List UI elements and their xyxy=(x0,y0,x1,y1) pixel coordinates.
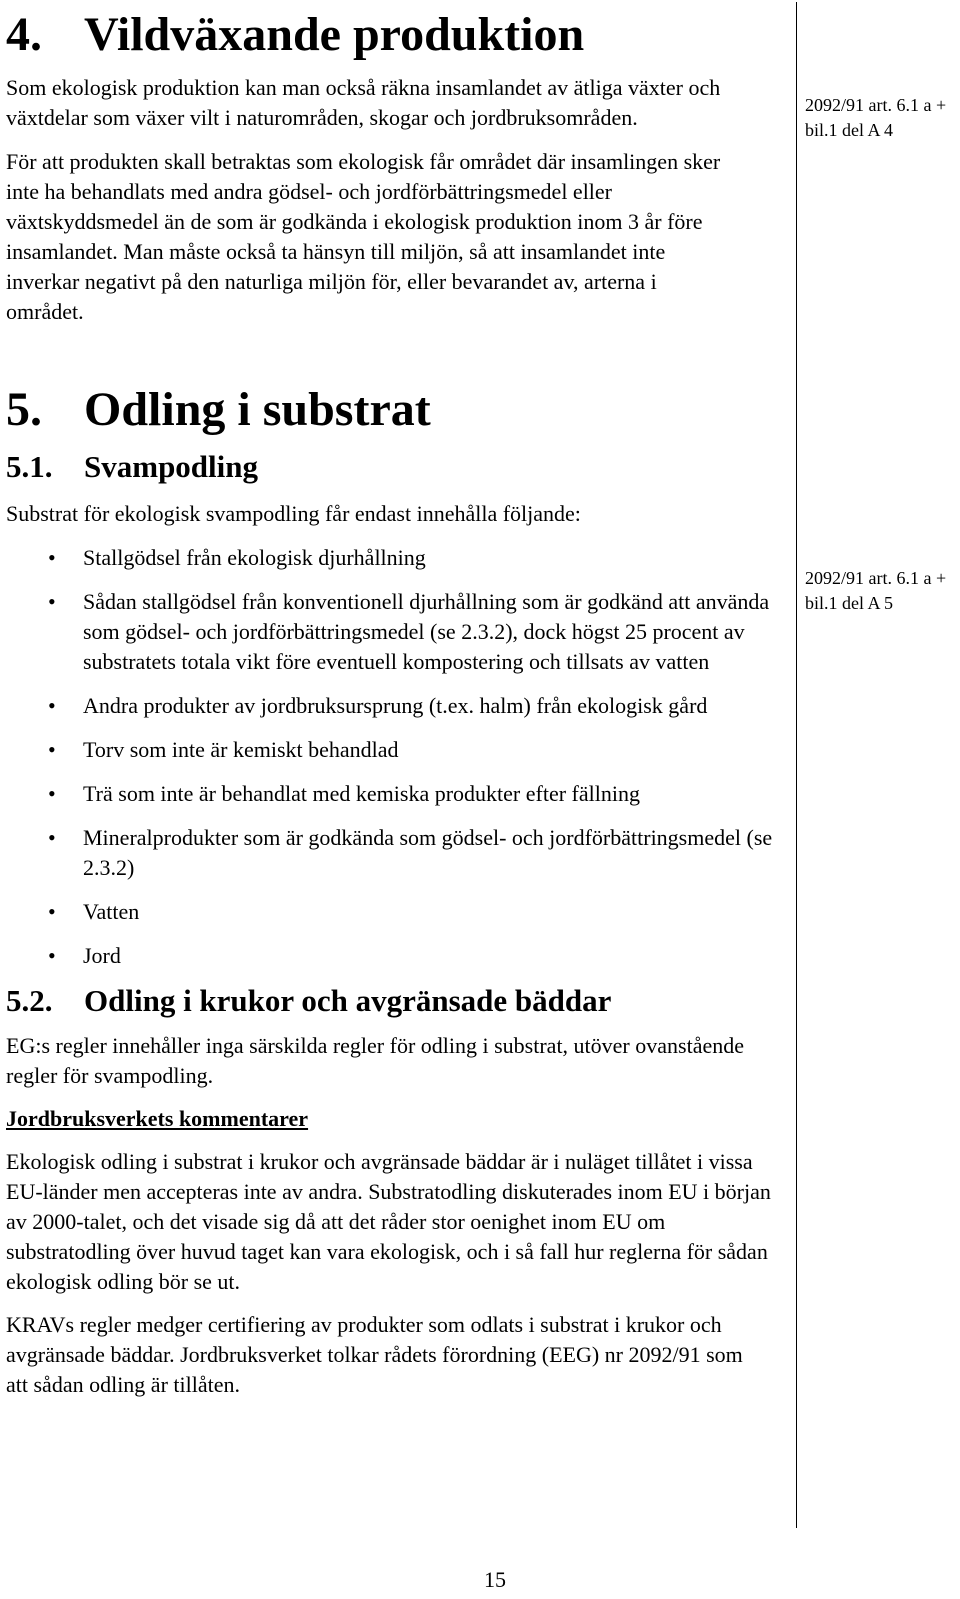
bullet-icon: • xyxy=(48,545,56,570)
list-item xyxy=(6,543,782,573)
list-item xyxy=(6,779,782,809)
list-item xyxy=(6,823,782,883)
bullet-icon: • xyxy=(48,693,56,718)
list-item-text: Vatten xyxy=(83,899,140,924)
heading-number: 4. xyxy=(6,8,42,61)
heading-title: Vildväxande produktion xyxy=(84,8,585,61)
heading-title: Svampodling xyxy=(84,449,259,484)
bullet-icon: • xyxy=(48,899,56,924)
heading-section-5 xyxy=(6,381,782,439)
page-number: 15 xyxy=(484,1567,506,1592)
comment-heading: Jordbruksverkets kommentarer xyxy=(6,1106,309,1131)
paragraph-4-2: För att produkten skall betraktas som ekologisk får området där insamlingen sker inte ha behandlats med andra gödsel- och jordförbättringsmedel eller växtskyddsmedel än de som är godkända i ekologisk produktion inom 3 år före insamlandet. Man måste också ta hänsyn till miljön, så att insamlandet inte inverkar negativt på den naturliga miljön för, eller bevarandet av, arterna i området. xyxy=(6,149,721,324)
paragraph-5-2-3: KRAVs regler medger certifiering av produkter som odlats i substrat i krukor och avgränsade bäddar. Jordbruksverket tolkar rådets förordning (EEG) nr 2092/91 som att sådan odling är tillåten. xyxy=(6,1312,743,1397)
list-item-text: Trä som inte är behandlat med kemiska produkter efter fällning xyxy=(83,781,640,806)
list-item xyxy=(6,941,782,971)
margin-reference-section4: 2092/91 art. 6.1 a + bil.1 del A 4 xyxy=(805,95,947,140)
list-item-text: Torv som inte är kemiskt behandlad xyxy=(83,737,399,762)
list-item xyxy=(6,897,782,927)
heading-number: 5.2. xyxy=(6,983,53,1018)
heading-title: Odling i krukor och avgränsade bäddar xyxy=(84,983,612,1018)
heading-number: 5. xyxy=(6,383,42,436)
main-content xyxy=(6,6,782,1400)
paragraph-5-2-1: EG:s regler innehåller inga särskilda regler för odling i substrat, utöver ovanstående regler för svampodling. xyxy=(6,1033,744,1088)
heading-number: 5.1. xyxy=(6,449,53,484)
list-item xyxy=(6,587,782,677)
paragraph-5-2-2: Ekologisk odling i substrat i krukor och avgränsade bäddar är i nuläget tillåtet i vissa EU-länder men accepteras inte av andra. Substratodling diskuterades inom EU i början av 2000-talet, och det visade sig då att det råder stor oenighet inom EU om substratodling över huvud taget kan vara ekologisk, och i så fall hur reglerna för sådan ekologisk odling bör se ut. xyxy=(6,1149,771,1294)
bullet-icon: • xyxy=(48,825,56,850)
list-item-text: Stallgödsel från ekologisk djurhållning xyxy=(83,545,426,570)
heading-section-5-2 xyxy=(6,981,782,1021)
heading-section-5-1 xyxy=(6,447,782,487)
list-item-text: Sådan stallgödsel från konventionell djurhållning som är godkänd att använda som gödsel- och jordförbättringsmedel (se 2.3.2), dock högst 25 procent av substratets totala vikt före eventuell kompostering och tillsats av vatten xyxy=(83,589,770,674)
heading-title: Odling i substrat xyxy=(84,383,431,436)
list-item-text: Andra produkter av jordbruksursprung (t.ex. halm) från ekologisk gård xyxy=(83,693,708,718)
list-item-text: Mineralprodukter som är godkända som gödsel- och jordförbättringsmedel (se 2.3.2) xyxy=(83,825,773,880)
substrate-list xyxy=(6,543,782,971)
heading-section-4 xyxy=(6,6,782,64)
list-item xyxy=(6,691,782,721)
paragraph-4-1: Som ekologisk produktion kan man också räkna insamlandet av ätliga växter och växtdelar som växer vilt i naturområden, skogar och jordbruksområden. xyxy=(6,75,721,130)
bullet-icon: • xyxy=(48,737,56,762)
margin-divider xyxy=(796,2,797,1528)
bullet-icon: • xyxy=(48,943,56,968)
bullet-icon: • xyxy=(48,781,56,806)
list-item xyxy=(6,735,782,765)
list-item-text: Jord xyxy=(83,943,121,968)
paragraph-5-1-intro: Substrat för ekologisk svampodling får endast innehålla följande: xyxy=(6,501,581,526)
bullet-icon: • xyxy=(48,589,56,614)
margin-reference-section51: 2092/91 art. 6.1 a + bil.1 del A 5 xyxy=(805,568,947,613)
